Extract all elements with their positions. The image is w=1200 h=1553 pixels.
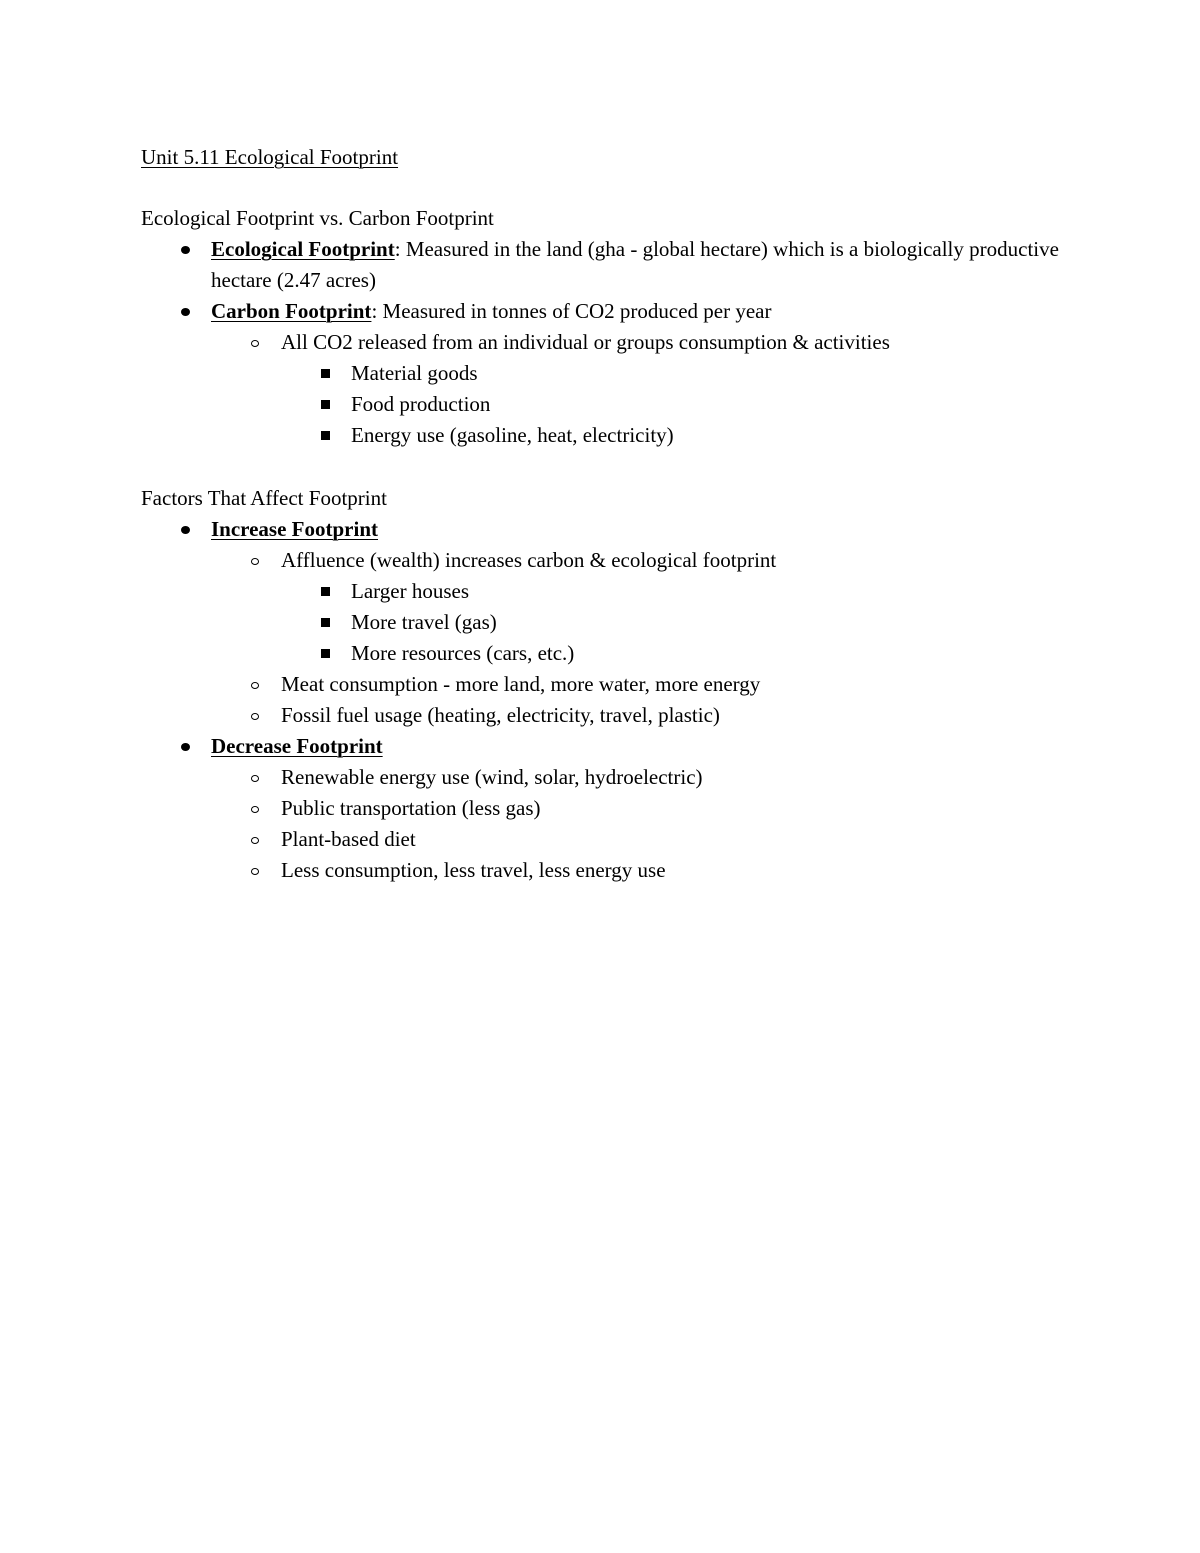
- list-item-text: Energy use (gasoline, heat, electricity): [351, 423, 674, 447]
- sub-list: [211, 327, 1101, 451]
- list-item-text: [211, 731, 1101, 762]
- bullet-square-icon: [321, 431, 330, 440]
- bullet-square-icon: [321, 400, 330, 409]
- section-heading: Ecological Footprint vs. Carbon Footprint: [141, 206, 494, 230]
- list-item-text: Food production: [351, 392, 491, 416]
- list-item-text: Public transportation (less gas): [281, 796, 541, 820]
- list-item-text: All CO2 released from an individual or groups consumption & activities: [281, 330, 890, 354]
- list-item: [281, 358, 1101, 389]
- list-item-text: More resources (cars, etc.): [351, 641, 575, 665]
- list-item: [211, 545, 1101, 669]
- list-item: [141, 234, 1101, 296]
- term-decrease-footprint: Decrease Footprint: [211, 734, 383, 758]
- bullet-dot-icon: [181, 246, 190, 254]
- list-item-text: Affluence (wealth) increases carbon & ecological footprint: [281, 548, 777, 572]
- list-item: [211, 327, 1101, 451]
- list-item-text: Larger houses: [351, 579, 469, 603]
- bullet-dot-icon: [181, 743, 190, 751]
- list-item: [141, 731, 1101, 886]
- list-item: [211, 855, 1101, 886]
- bullet-square-icon: [321, 649, 330, 658]
- list-item: [211, 793, 1101, 824]
- list-item-text: Less consumption, less travel, less energy use: [281, 858, 666, 882]
- list-item-text: More travel (gas): [351, 610, 497, 634]
- list-item: [211, 762, 1101, 793]
- bullet-circle-icon: [251, 837, 259, 844]
- bullet-circle-icon: [251, 775, 259, 782]
- bullet-circle-icon: [251, 713, 259, 720]
- section-factors: [141, 483, 1101, 886]
- bullet-circle-icon: [251, 340, 259, 347]
- document-title: Unit 5.11 Ecological Footprint: [141, 145, 399, 169]
- sub-sub-list: [281, 576, 1101, 669]
- list-item-text: Meat consumption - more land, more water, more energy: [281, 672, 761, 696]
- bullet-circle-icon: [251, 806, 259, 813]
- definition-text: : Measured in the land (gha - global hectare) which is a biologically productive hectare (2.47 acres): [211, 237, 1059, 292]
- term-carbon-footprint: Carbon Footprint: [211, 299, 372, 323]
- list-item: [281, 576, 1101, 607]
- term-increase-footprint: Increase Footprint: [211, 517, 379, 541]
- list-item: [211, 669, 1101, 700]
- bullet-circle-icon: [251, 682, 259, 689]
- bullet-square-icon: [321, 369, 330, 378]
- list-item: [141, 296, 1101, 451]
- list-item: [281, 638, 1101, 669]
- bullet-list: [141, 514, 1101, 886]
- definition-text: : Measured in tonnes of CO2 produced per year: [371, 299, 772, 323]
- section-heading: Factors That Affect Footprint: [141, 486, 387, 510]
- list-item-text: Plant-based diet: [281, 827, 416, 851]
- list-item: [281, 607, 1101, 638]
- sub-list: [211, 545, 1101, 731]
- list-item-text: Renewable energy use (wind, solar, hydroelectric): [281, 765, 703, 789]
- bullet-circle-icon: [251, 868, 259, 875]
- list-item-text: [211, 234, 1071, 296]
- bullet-list: [141, 234, 1101, 451]
- section-ecological-vs-carbon: [141, 203, 1101, 451]
- list-item-text: Fossil fuel usage (heating, electricity, travel, plastic): [281, 703, 720, 727]
- list-item-text: Material goods: [351, 361, 478, 385]
- bullet-circle-icon: [251, 558, 259, 565]
- list-item-text: [211, 514, 1101, 545]
- list-item: [281, 420, 1101, 451]
- list-item-text: [211, 296, 1101, 327]
- list-item: [211, 700, 1101, 731]
- bullet-square-icon: [321, 587, 330, 596]
- list-item: [211, 824, 1101, 855]
- sub-list: [211, 762, 1101, 886]
- bullet-square-icon: [321, 618, 330, 627]
- bullet-dot-icon: [181, 308, 190, 316]
- list-item: [141, 514, 1101, 731]
- sub-sub-list: [281, 358, 1101, 451]
- list-item: [281, 389, 1101, 420]
- term-ecological-footprint: Ecological Footprint: [211, 237, 395, 261]
- bullet-dot-icon: [181, 526, 190, 534]
